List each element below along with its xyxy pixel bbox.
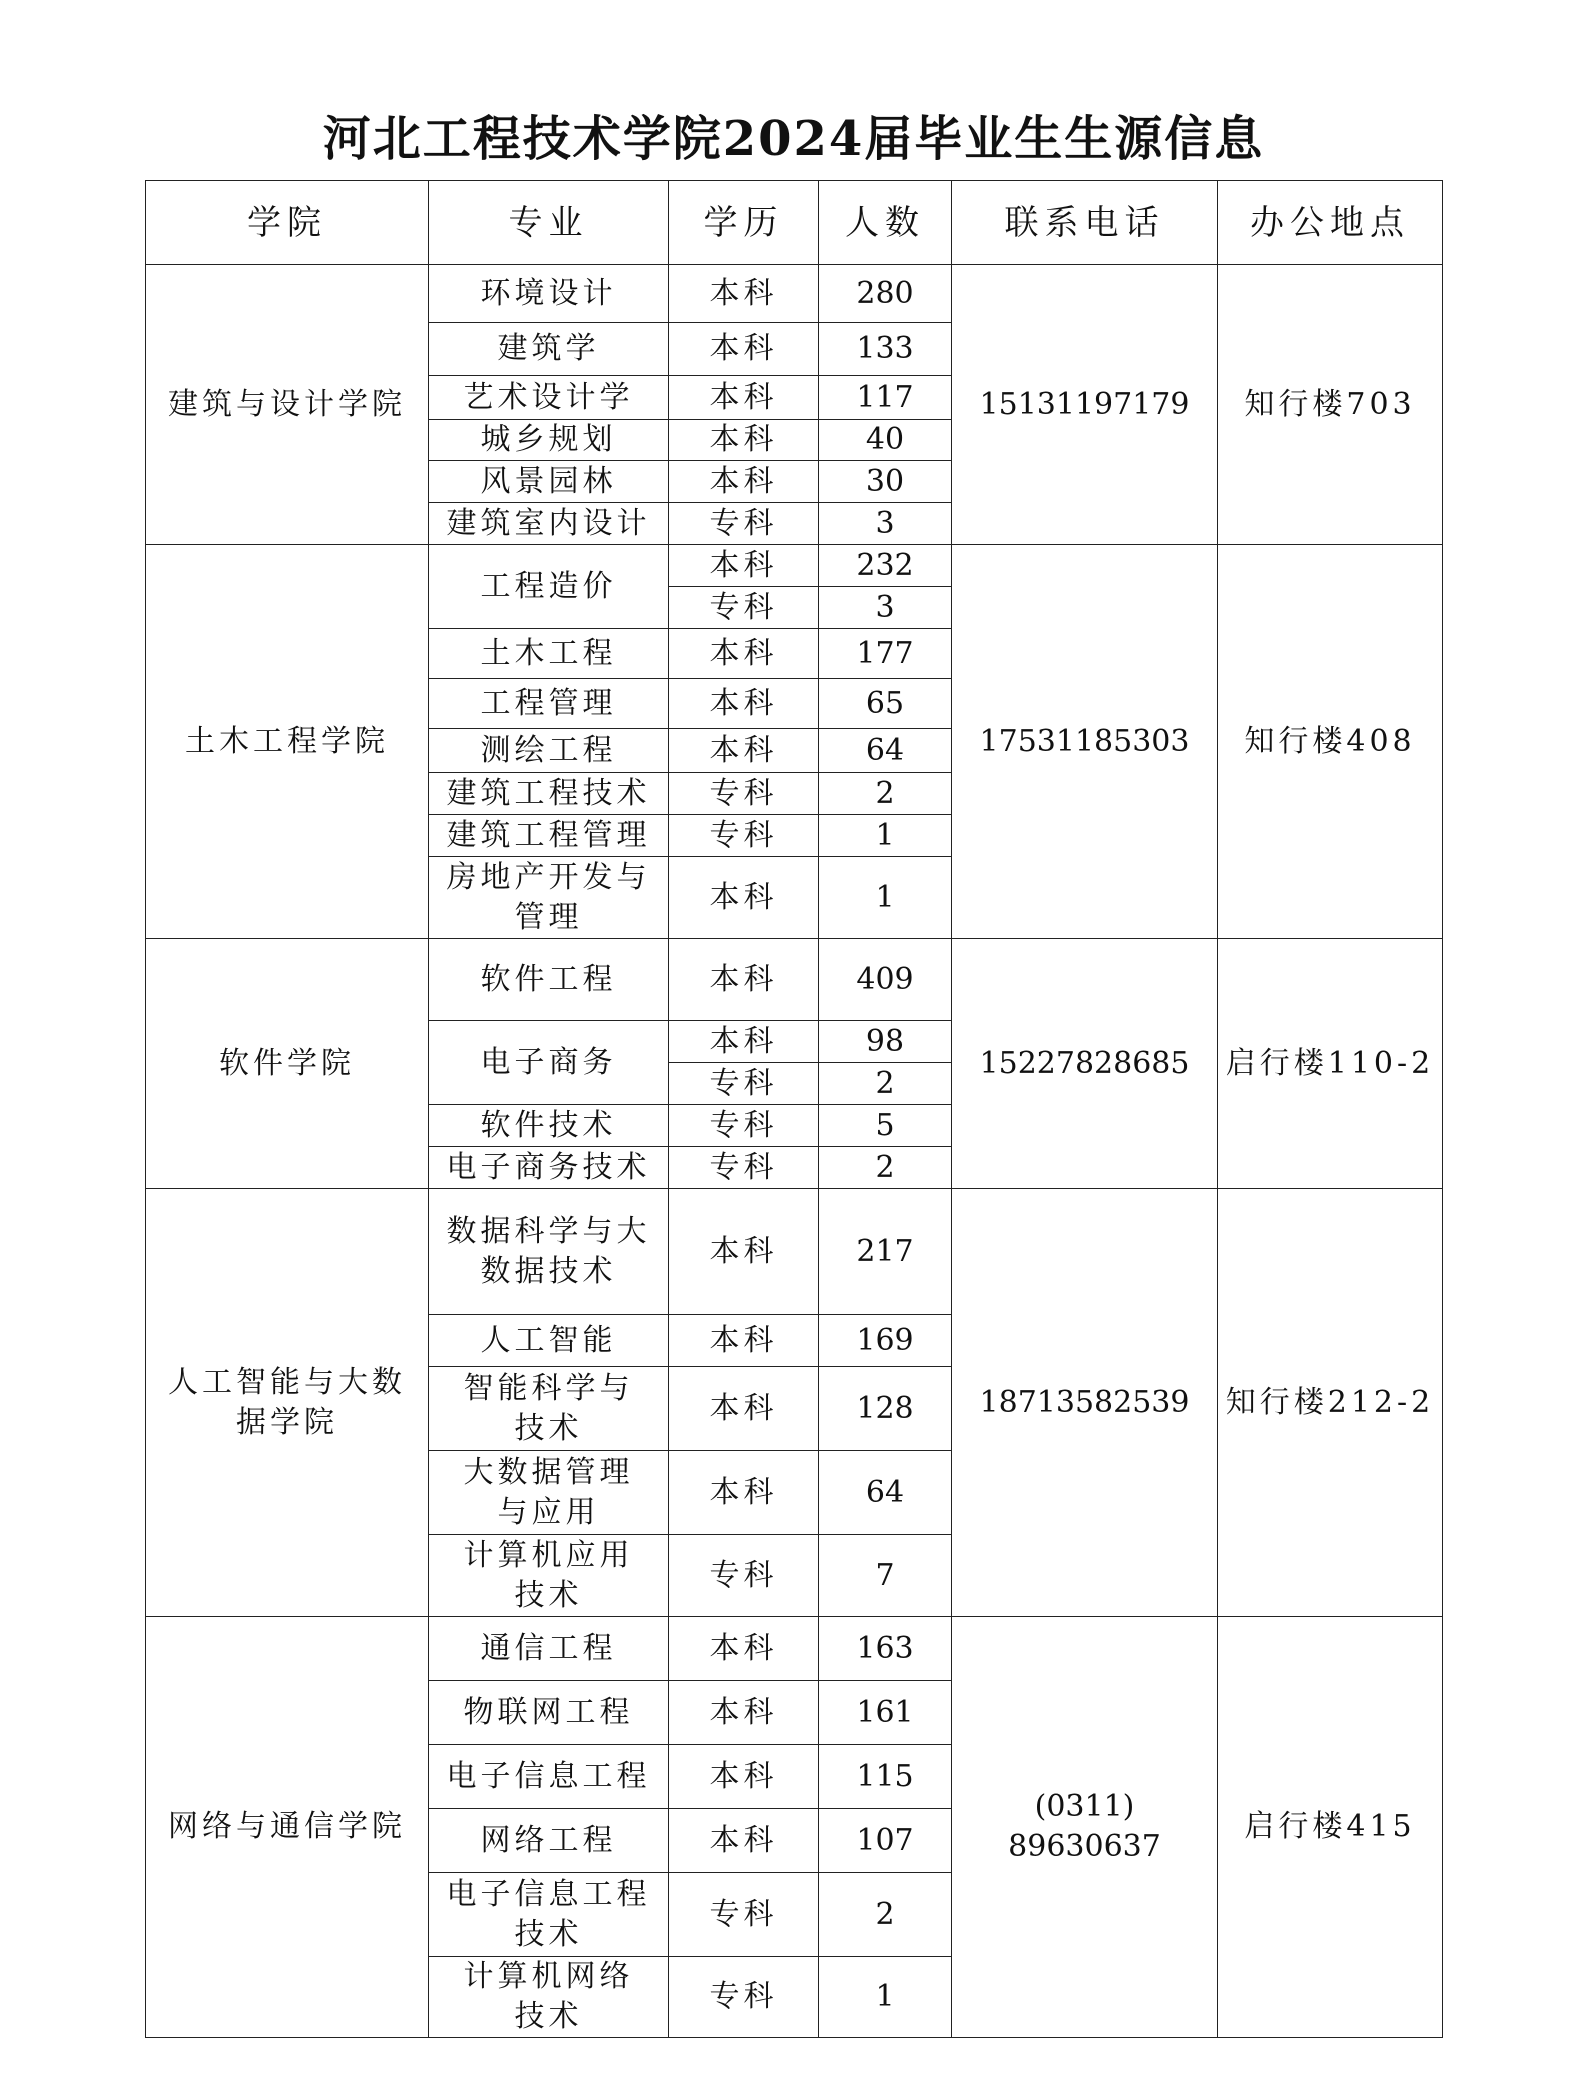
major-name-cell: 计算机网络 技术 [429,1957,669,2038]
major-name-cell: 建筑工程技术 [429,773,669,815]
office-cell: 知行楼212-2 [1218,1189,1443,1617]
major-name-cell: 环境设计 [429,265,669,323]
major-name-cell: 电子商务 [429,1021,669,1105]
phone-cell: 18713582539 [952,1189,1218,1617]
degree-cell: 本科 [669,1367,819,1451]
degree-cell: 本科 [669,265,819,323]
major-name-cell: 艺术设计学 [429,376,669,420]
phone-cell: 15131197179 [952,265,1218,545]
count-cell: 2 [819,1147,952,1189]
degree-cell: 专科 [669,773,819,815]
header-college: 学院 [146,181,429,265]
count-cell: 64 [819,729,952,773]
count-cell: 1 [819,1957,952,2038]
degree-cell: 专科 [669,503,819,545]
count-cell: 117 [819,376,952,420]
major-name-cell: 城乡规划 [429,420,669,461]
count-cell: 128 [819,1367,952,1451]
major-name-cell: 风景园林 [429,461,669,503]
count-cell: 1 [819,857,952,939]
office-cell: 知行楼408 [1218,545,1443,939]
degree-cell: 本科 [669,545,819,587]
table-body [146,265,1443,2038]
college-name-cell: 建筑与设计学院 [146,265,429,545]
major-name-cell: 软件工程 [429,939,669,1021]
degree-cell: 本科 [669,629,819,679]
major-name-cell: 网络工程 [429,1809,669,1873]
count-cell: 64 [819,1451,952,1535]
major-name-cell: 物联网工程 [429,1681,669,1745]
major-name-cell: 电子信息工程 技术 [429,1873,669,1957]
major-name-cell: 建筑室内设计 [429,503,669,545]
major-name-cell: 软件技术 [429,1105,669,1147]
header-degree: 学历 [669,181,819,265]
major-name-cell: 测绘工程 [429,729,669,773]
count-cell: 232 [819,545,952,587]
degree-cell: 本科 [669,939,819,1021]
count-cell: 163 [819,1617,952,1681]
major-name-cell: 大数据管理 与应用 [429,1451,669,1535]
degree-cell: 本科 [669,1021,819,1063]
degree-cell: 专科 [669,1535,819,1617]
college-name-cell: 人工智能与大数据学院 [146,1189,429,1617]
count-cell: 2 [819,773,952,815]
count-cell: 1 [819,815,952,857]
major-name-cell: 人工智能 [429,1315,669,1367]
phone-cell: (0311) 89630637 [952,1617,1218,2038]
graduate-source-table [145,180,1443,2038]
office-cell: 启行楼110-2 [1218,939,1443,1189]
count-cell: 30 [819,461,952,503]
count-cell: 409 [819,939,952,1021]
table-row [146,939,1443,1021]
count-cell: 2 [819,1063,952,1105]
college-name-cell: 网络与通信学院 [146,1617,429,2038]
degree-cell: 本科 [669,1681,819,1745]
office-cell: 启行楼415 [1218,1617,1443,2038]
degree-cell: 本科 [669,1617,819,1681]
table-row [146,1189,1443,1315]
major-name-cell: 电子商务技术 [429,1147,669,1189]
count-cell: 5 [819,1105,952,1147]
major-name-cell: 计算机应用 技术 [429,1535,669,1617]
header-phone: 联系电话 [952,181,1218,265]
header-office: 办公地点 [1218,181,1443,265]
degree-cell: 本科 [669,1745,819,1809]
degree-cell: 本科 [669,420,819,461]
table-row [146,545,1443,587]
degree-cell: 本科 [669,729,819,773]
count-cell: 280 [819,265,952,323]
degree-cell: 本科 [669,679,819,729]
major-name-cell: 建筑学 [429,323,669,376]
degree-cell: 专科 [669,1873,819,1957]
count-cell: 107 [819,1809,952,1873]
college-name-cell: 软件学院 [146,939,429,1189]
count-cell: 217 [819,1189,952,1315]
document-title: 河北工程技术学院2024届毕业生生源信息 [322,111,1265,167]
major-name-cell: 土木工程 [429,629,669,679]
office-cell: 知行楼703 [1218,265,1443,545]
count-cell: 3 [819,587,952,629]
degree-cell: 本科 [669,323,819,376]
count-cell: 169 [819,1315,952,1367]
phone-cell: 15227828685 [952,939,1218,1189]
count-cell: 133 [819,323,952,376]
college-name-cell: 土木工程学院 [146,545,429,939]
degree-cell: 专科 [669,1105,819,1147]
major-name-cell: 电子信息工程 [429,1745,669,1809]
degree-cell: 本科 [669,1189,819,1315]
major-name-cell: 数据科学与大 数据技术 [429,1189,669,1315]
table-header-row [146,181,1443,265]
major-name-cell: 房地产开发与 管理 [429,857,669,939]
count-cell: 3 [819,503,952,545]
degree-cell: 本科 [669,857,819,939]
degree-cell: 专科 [669,815,819,857]
degree-cell: 本科 [669,376,819,420]
table-row [146,1617,1443,1681]
degree-cell: 专科 [669,1063,819,1105]
degree-cell: 本科 [669,1809,819,1873]
count-cell: 2 [819,1873,952,1957]
count-cell: 161 [819,1681,952,1745]
degree-cell: 专科 [669,1957,819,2038]
count-cell: 65 [819,679,952,729]
header-count: 人数 [819,181,952,265]
count-cell: 115 [819,1745,952,1809]
degree-cell: 本科 [669,1315,819,1367]
major-name-cell: 工程管理 [429,679,669,729]
phone-cell: 17531185303 [952,545,1218,939]
count-cell: 177 [819,629,952,679]
major-name-cell: 工程造价 [429,545,669,629]
header-major: 专业 [429,181,669,265]
count-cell: 40 [819,420,952,461]
degree-cell: 专科 [669,1147,819,1189]
degree-cell: 本科 [669,1451,819,1535]
count-cell: 7 [819,1535,952,1617]
table-row [146,265,1443,323]
degree-cell: 专科 [669,587,819,629]
count-cell: 98 [819,1021,952,1063]
major-name-cell: 建筑工程管理 [429,815,669,857]
major-name-cell: 智能科学与 技术 [429,1367,669,1451]
degree-cell: 本科 [669,461,819,503]
major-name-cell: 通信工程 [429,1617,669,1681]
